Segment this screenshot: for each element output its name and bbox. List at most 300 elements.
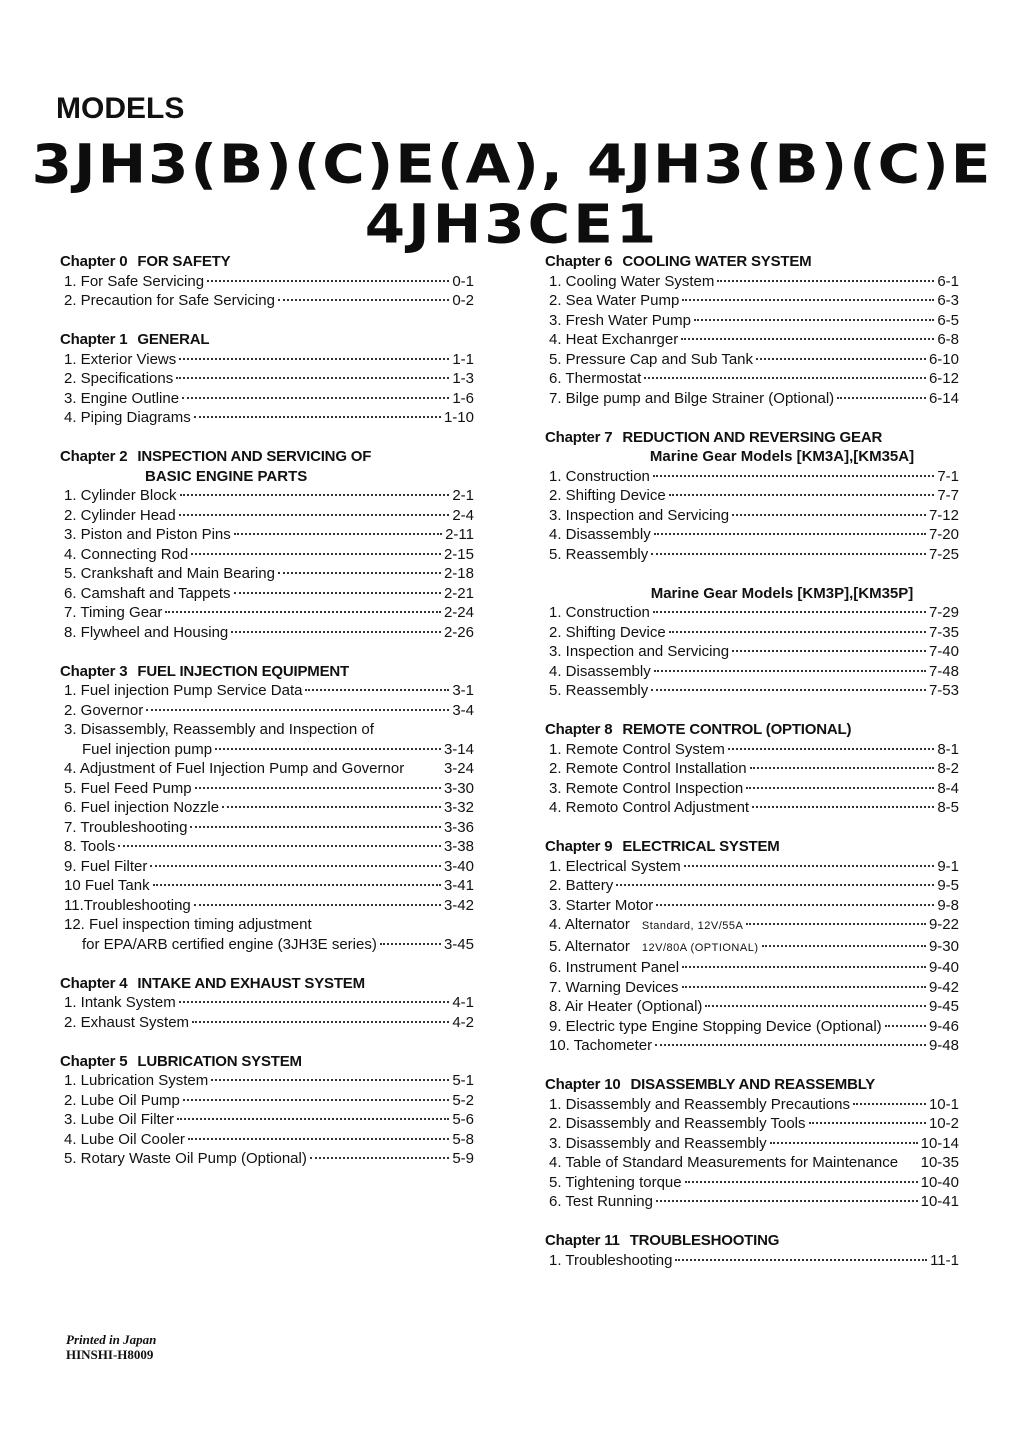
toc-page-number: 6-8: [937, 331, 959, 348]
toc-entry-label: 2. Precaution for Safe Servicing: [64, 292, 275, 309]
toc-entry-label: 6. Instrument Panel: [549, 959, 680, 976]
footer: [66, 1332, 156, 1362]
toc-entry-label: 4. Disassembly: [549, 662, 651, 680]
toc-entry-label: 3. Lube Oil Filter: [64, 1111, 175, 1128]
chapter-title: DISASSEMBLY AND REASSEMBLY: [630, 1076, 876, 1093]
toc-entry[interactable]: [545, 350, 959, 370]
toc-page-number: 6-5: [937, 311, 959, 329]
toc-entry-label: 4. Heat Exchanrger: [549, 331, 679, 348]
toc-entry-label: 4. Adjustment of Fuel Injection Pump and Governor: [64, 760, 405, 777]
dot-leader: [837, 397, 926, 399]
toc-entry[interactable]: [545, 1036, 959, 1056]
dot-leader: [182, 397, 449, 399]
dot-leader: [809, 1122, 926, 1124]
toc-entry[interactable]: [60, 291, 474, 311]
toc-page-number: 7-29: [928, 604, 959, 621]
toc-page-number: 6-10: [928, 350, 959, 368]
toc-entry[interactable]: [545, 1173, 959, 1193]
toc-entry[interactable]: [60, 584, 474, 604]
dot-leader: [180, 494, 450, 496]
toc-entry[interactable]: [545, 997, 959, 1017]
toc-entry[interactable]: [545, 857, 959, 877]
toc-entry[interactable]: [545, 779, 959, 799]
toc-entry-label: 6. Camshaft and Tappets: [64, 584, 231, 602]
toc-entry-label: 5. Crankshaft and Main Bearing: [64, 565, 275, 582]
toc-entry[interactable]: [545, 876, 959, 896]
toc-entry[interactable]: [545, 291, 959, 311]
toc-entry[interactable]: [545, 1114, 959, 1134]
toc-entry-label: 9. Electric type Engine Stopping Device (Optional): [549, 1017, 882, 1035]
toc-entry[interactable]: [545, 915, 959, 937]
toc-page-number: 9-48: [928, 1037, 959, 1054]
toc-page-number: 6-14: [928, 389, 959, 407]
toc-entry[interactable]: [545, 896, 959, 916]
chapter-heading[interactable]: [60, 974, 474, 994]
chapter-number: Chapter 4: [60, 974, 128, 992]
toc-entry-note: Standard, 12V/55A: [641, 920, 744, 932]
subsection-heading: Marine Gear Models [KM3P],[KM35P]: [650, 584, 914, 602]
toc-entry-label: 11.Troubleshooting: [64, 896, 191, 914]
dot-leader: [191, 553, 441, 555]
toc-entry[interactable]: [60, 545, 474, 565]
dot-leader: [685, 1181, 918, 1183]
dot-leader: [732, 650, 926, 652]
chapter-heading[interactable]: [60, 447, 474, 467]
toc-page-number: 7-7: [937, 487, 959, 504]
toc-entry-label: 1. Electrical System: [549, 857, 681, 875]
chapter-section: [545, 1231, 959, 1270]
toc-entry-label: 5. Reassembly: [549, 682, 649, 699]
toc-entry-label: 2. Cylinder Head: [64, 506, 176, 524]
dot-leader: [194, 416, 441, 418]
dot-leader: [177, 1118, 449, 1120]
toc-entry[interactable]: [545, 311, 959, 331]
chapter-heading[interactable]: [545, 1231, 959, 1251]
dot-leader: [380, 943, 441, 945]
toc-entry-label: 7. Troubleshooting: [64, 818, 188, 836]
toc-page-number: 10-2: [928, 1115, 959, 1132]
chapter-heading[interactable]: [545, 252, 959, 272]
toc-page-number: 8-4: [937, 779, 959, 797]
toc-entry-label: 8. Tools: [64, 838, 116, 855]
dot-leader: [146, 709, 449, 711]
toc-page-number: 2-21: [443, 584, 474, 602]
dot-leader: [179, 514, 450, 516]
dot-leader: [278, 299, 449, 301]
dot-leader: [682, 299, 934, 301]
toc-entry-label: 1. Construction: [549, 467, 650, 485]
toc-entry-label: 3. Disassembly and Reassembly: [549, 1134, 767, 1152]
toc-page-number: 11-1: [930, 1251, 959, 1269]
toc-entry-label: 1. Lubrication System: [64, 1072, 209, 1089]
toc-entry[interactable]: [545, 978, 959, 998]
dot-leader: [717, 280, 934, 282]
toc-entry-label: 2. Governor: [64, 701, 144, 719]
toc-page-number: 1-6: [452, 389, 474, 407]
toc-entry-note: 12V/80A (OPTIONAL): [641, 941, 759, 954]
toc-entry[interactable]: [60, 272, 474, 292]
toc-entry-label: 7. Warning Devices: [549, 978, 679, 996]
toc-page-number: 3-42: [443, 896, 474, 914]
toc-entry-label: 3. Piston and Piston Pins: [64, 526, 231, 543]
toc-entry[interactable]: [545, 798, 959, 818]
toc-entry-label: 4. Piping Diagrams: [64, 409, 191, 426]
toc-page-number: 7-20: [928, 526, 959, 543]
toc-page-number: 0-1: [452, 272, 474, 290]
toc-entry-label: 4. Connecting Rod: [64, 545, 189, 563]
toc-page-number: 3-38: [443, 838, 474, 855]
chapter-section: [60, 662, 474, 955]
toc-entry[interactable]: [60, 993, 474, 1013]
dot-leader: [746, 787, 934, 789]
models-label: MODELS: [56, 92, 185, 125]
chapter-heading[interactable]: [60, 252, 474, 272]
toc-entry[interactable]: [60, 896, 474, 916]
chapter-number: Chapter 6: [545, 253, 613, 270]
toc-page-number: 8-1: [937, 740, 959, 758]
toc-page-number: 7-40: [928, 643, 959, 660]
toc-entry[interactable]: [60, 935, 474, 955]
dot-leader: [211, 1079, 449, 1081]
dot-leader: [150, 865, 441, 867]
dot-leader: [153, 884, 441, 886]
toc-entry-label: 4. Disassembly: [549, 526, 651, 543]
toc-entry[interactable]: [60, 1071, 474, 1091]
toc-page-number: 4-2: [452, 1013, 474, 1031]
toc-entry-label: 8. Flywheel and Housing: [64, 623, 229, 641]
chapter-title: FUEL INJECTION EQUIPMENT: [137, 662, 349, 680]
toc-entry-label: 2. Sea Water Pump: [549, 292, 680, 309]
dot-leader: [728, 748, 934, 750]
toc-entry[interactable]: [60, 1149, 474, 1169]
toc-entry[interactable]: [60, 681, 474, 701]
subsection-heading: Marine Gear Models [KM3A],[KM35A]: [649, 448, 915, 465]
chapter-title: REDUCTION AND REVERSING GEAR: [622, 428, 883, 446]
toc-page-number: 8-5: [937, 799, 959, 816]
toc-entry-label: 2. Battery: [549, 877, 614, 894]
toc-entry-label: 2. Specifications: [64, 370, 174, 387]
toc-page-number: 9-45: [928, 998, 959, 1015]
toc-page-number: 7-25: [928, 545, 959, 563]
dot-leader: [762, 945, 926, 947]
toc-entry[interactable]: [545, 369, 959, 389]
toc-entry[interactable]: [545, 506, 959, 526]
toc-entry-label: 3. Inspection and Servicing: [549, 643, 730, 660]
chapter-section: [545, 252, 959, 408]
chapter-number: Chapter 1: [60, 331, 128, 348]
toc-page-number: 9-40: [928, 959, 959, 976]
toc-entry-label: 1. Intank System: [64, 994, 176, 1011]
chapter-title: LUBRICATION SYSTEM: [137, 1052, 302, 1070]
toc-entry[interactable]: [60, 857, 474, 877]
dot-leader: [669, 631, 926, 633]
toc-left-column: [60, 252, 474, 1188]
toc-page-number: 6-3: [937, 292, 959, 309]
toc-entry[interactable]: [545, 1095, 959, 1115]
toc-entry[interactable]: [545, 740, 959, 760]
toc-entry-label: 2. Remote Control Installation: [549, 760, 747, 777]
toc-entry-label: 1. Cylinder Block: [64, 487, 177, 504]
toc-page-number: 9-42: [928, 978, 959, 996]
toc-entry[interactable]: [60, 350, 474, 370]
dot-leader: [770, 1142, 918, 1144]
toc-entry[interactable]: [60, 603, 474, 623]
toc-entry[interactable]: [60, 837, 474, 857]
dot-leader: [179, 358, 449, 360]
document-title-line-1: 3JH3(B)(C)E(A), 4JH3(B)(C)E: [31, 132, 993, 196]
dot-leader: [684, 865, 935, 867]
toc-entry-label: 5. Fuel Feed Pump: [64, 779, 192, 797]
toc-page-number: 2-11: [445, 526, 474, 543]
toc-entry[interactable]: [545, 642, 959, 662]
toc-entry-label: 4. Lube Oil Cooler: [64, 1130, 185, 1148]
toc-entry[interactable]: [60, 506, 474, 526]
toc-entry-label: 2. Lube Oil Pump: [64, 1091, 180, 1109]
toc-page-number: 3-40: [443, 857, 474, 875]
toc-entry-label: 1. Remote Control System: [549, 740, 725, 758]
toc-entry[interactable]: [545, 545, 959, 565]
toc-page-number: 9-46: [928, 1017, 959, 1035]
dot-leader: [165, 611, 441, 613]
dot-leader: [215, 748, 441, 750]
dot-leader: [192, 1021, 449, 1023]
dot-leader: [682, 986, 926, 988]
toc-page-number: 6-1: [937, 272, 959, 290]
toc-entry-label: 1. Fuel injection Pump Service Data: [64, 682, 303, 699]
dot-leader: [188, 1138, 449, 1140]
toc-entry[interactable]: [545, 623, 959, 643]
toc-entry[interactable]: [545, 759, 959, 779]
toc-entry[interactable]: [60, 389, 474, 409]
dot-leader: [183, 1099, 449, 1101]
toc-entry-label: 3. Starter Motor: [549, 896, 654, 914]
toc-entry[interactable]: [545, 662, 959, 682]
chapter-title: INTAKE AND EXHAUST SYSTEM: [137, 974, 365, 992]
toc-entry-label: 2. Disassembly and Reassembly Tools: [549, 1115, 806, 1132]
chapter-heading[interactable]: [60, 330, 474, 350]
toc-entry-label: 5. Reassembly: [549, 545, 649, 563]
toc-entry[interactable]: [545, 1134, 959, 1154]
dot-leader: [656, 904, 934, 906]
chapter-section: [60, 974, 474, 1033]
toc-entry[interactable]: [60, 701, 474, 721]
toc-entry[interactable]: [545, 958, 959, 978]
dot-leader: [655, 1044, 926, 1046]
toc-entry[interactable]: [60, 1130, 474, 1150]
toc-entry-line: [60, 915, 474, 935]
toc-entry[interactable]: [545, 1153, 959, 1173]
toc-entry[interactable]: [60, 1013, 474, 1033]
chapter-title: COOLING WATER SYSTEM: [622, 253, 812, 270]
toc-page-number: 5-8: [452, 1130, 474, 1148]
toc-entry[interactable]: [60, 408, 474, 428]
chapter-title: GENERAL: [137, 331, 210, 348]
toc-page-number: 10-1: [928, 1095, 959, 1113]
toc-entry[interactable]: [545, 330, 959, 350]
toc-entry-label: 1. Cooling Water System: [549, 272, 715, 290]
toc-entry[interactable]: [60, 798, 474, 818]
dot-leader: [207, 280, 449, 282]
toc-entry[interactable]: [60, 759, 474, 779]
chapter-number: Chapter 8: [545, 721, 613, 738]
toc-entry[interactable]: [60, 1091, 474, 1111]
dot-leader: [705, 1005, 926, 1007]
chapter-heading[interactable]: [545, 1075, 959, 1095]
dot-leader: [118, 845, 441, 847]
dot-leader: [195, 787, 441, 789]
toc-entry[interactable]: [60, 623, 474, 643]
chapter-section: [60, 1052, 474, 1169]
toc-entry[interactable]: [60, 525, 474, 545]
document-title-line-2: 4JH3CE1: [364, 192, 660, 256]
toc-entry[interactable]: [60, 564, 474, 584]
dot-leader: [179, 1001, 450, 1003]
toc-entry[interactable]: [60, 740, 474, 760]
toc-entry[interactable]: [545, 603, 959, 623]
toc-entry[interactable]: [60, 818, 474, 838]
toc-page-number: 5-1: [452, 1072, 474, 1089]
toc-entry-label: 6. Thermostat: [549, 370, 642, 387]
chapter-heading[interactable]: [545, 428, 959, 448]
toc-page-number: 1-10: [443, 409, 474, 426]
toc-entry-line: [60, 720, 474, 740]
toc-page-number: 3-45: [443, 935, 474, 953]
toc-page-number: 3-30: [443, 779, 474, 797]
chapter-title: INSPECTION AND SERVICING OF: [137, 448, 372, 465]
toc-entry-label: 4. Alternator: [549, 916, 630, 933]
toc-page-number: 3-41: [443, 877, 474, 894]
dot-leader: [656, 1200, 918, 1202]
chapter-title: FOR SAFETY: [137, 253, 231, 270]
chapter-number: Chapter 10: [545, 1076, 621, 1093]
toc-entry[interactable]: [545, 467, 959, 487]
toc-entry[interactable]: [545, 937, 959, 959]
toc-page-number: 10-35: [920, 1154, 959, 1171]
chapter-section: [545, 837, 959, 1056]
chapter-title-cont: BASIC ENGINE PARTS: [145, 467, 308, 485]
toc-entry-label: 10 Fuel Tank: [64, 877, 150, 894]
toc-page-number: 2-24: [443, 604, 474, 621]
chapter-number: Chapter 3: [60, 662, 128, 680]
toc-entry[interactable]: [545, 525, 959, 545]
toc-page-number: 2-26: [443, 623, 474, 641]
chapter-heading[interactable]: [545, 837, 959, 857]
printed-in-japan: Printed in Japan: [66, 1332, 157, 1347]
toc-entry-label: 6. Test Running: [549, 1193, 653, 1210]
toc-page-number: 2-18: [443, 565, 474, 582]
dot-leader: [885, 1025, 926, 1027]
chapter-heading[interactable]: [60, 1052, 474, 1072]
toc-page-number: 3-24: [443, 760, 474, 777]
toc-entry[interactable]: [545, 681, 959, 701]
toc-page-number: 2-4: [452, 506, 474, 524]
toc-entry-label: 7. Bilge pump and Bilge Strainer (Optional): [549, 389, 835, 407]
toc-entry[interactable]: [545, 272, 959, 292]
toc-entry[interactable]: [60, 1110, 474, 1130]
chapter-heading[interactable]: [545, 720, 959, 740]
chapter-section: [545, 1075, 959, 1212]
toc-entry-label: 3. Disassembly, Reassembly and Inspection of: [64, 721, 374, 738]
chapter-section: [60, 447, 474, 642]
dot-leader: [651, 689, 926, 691]
dot-leader: [694, 319, 934, 321]
toc-entry-label: 2. Shifting Device: [549, 623, 666, 641]
toc-entry[interactable]: [60, 486, 474, 506]
toc-page-number: 7-53: [928, 682, 959, 699]
chapter-section: [545, 428, 959, 701]
chapter-title: ELECTRICAL SYSTEM: [622, 838, 780, 855]
toc-entry-label: 5. Pressure Cap and Sub Tank: [549, 350, 754, 368]
chapter-heading[interactable]: [60, 662, 474, 682]
chapter-title: REMOTE CONTROL (OPTIONAL): [622, 721, 852, 738]
toc-page-number: 9-1: [937, 857, 959, 875]
toc-page-number: 2-1: [452, 487, 474, 504]
chapter-title: TROUBLESHOOTING: [629, 1232, 780, 1249]
toc-page-number: 9-30: [928, 937, 959, 955]
chapter-number: Chapter 11: [545, 1232, 620, 1249]
dot-leader: [669, 494, 935, 496]
toc-entry-label: 5. Rotary Waste Oil Pump (Optional): [64, 1150, 307, 1167]
toc-entry[interactable]: [545, 1251, 959, 1271]
toc-entry-label: 1. For Safe Servicing: [64, 272, 205, 290]
toc-page-number: 9-22: [928, 916, 959, 933]
toc-entry-label: 1. Exterior Views: [64, 350, 177, 368]
toc-entry-label: 12. Fuel inspection timing adjustment: [64, 916, 312, 933]
toc-entry-label: 1. Disassembly and Reassembly Precautions: [549, 1095, 850, 1113]
toc-entry-label: 5. Tightening torque: [549, 1173, 682, 1191]
toc-page-number: 3-1: [452, 682, 474, 699]
toc-page-number: 1-1: [452, 350, 474, 368]
toc-page-number: 7-35: [928, 623, 959, 641]
dot-leader: [616, 884, 934, 886]
toc-page-number: 3-36: [443, 818, 474, 836]
toc-page-number: 2-15: [443, 545, 474, 563]
dot-leader: [310, 1157, 449, 1159]
toc-entry-label: 2. Shifting Device: [549, 487, 666, 504]
dot-leader: [231, 631, 441, 633]
toc-entry[interactable]: [545, 486, 959, 506]
spacer: [545, 564, 959, 584]
chapter-number: Chapter 5: [60, 1052, 128, 1070]
toc-entry[interactable]: [545, 1192, 959, 1212]
dot-leader: [190, 826, 441, 828]
toc-entry-label: 4. Table of Standard Measurements for Maintenance: [549, 1154, 899, 1171]
dot-leader: [750, 767, 935, 769]
toc-entry[interactable]: [545, 389, 959, 409]
dot-leader: [752, 806, 934, 808]
toc-entry[interactable]: [60, 369, 474, 389]
toc-entry-label: 3. Inspection and Servicing: [549, 506, 730, 524]
chapter-section: [60, 252, 474, 311]
document-code: HINSHI-H8009: [66, 1347, 154, 1362]
chapter-section: [545, 720, 959, 818]
toc-entry-label: 7. Timing Gear: [64, 604, 163, 621]
dot-leader: [853, 1103, 926, 1105]
toc-entry-label: 6. Fuel injection Nozzle: [64, 799, 220, 816]
toc-entry-label: 1. Troubleshooting: [549, 1251, 673, 1269]
dot-leader: [644, 377, 926, 379]
dot-leader: [234, 592, 441, 594]
toc-entry[interactable]: [545, 1017, 959, 1037]
toc-page-number: 3-4: [452, 701, 474, 719]
toc-entry[interactable]: [60, 779, 474, 799]
toc-entry-label: 5. Alternator: [549, 937, 630, 955]
toc-page-number: 1-3: [452, 370, 474, 387]
toc-page-number: 5-6: [452, 1111, 474, 1128]
toc-entry[interactable]: [60, 876, 474, 896]
dot-leader: [682, 966, 926, 968]
toc-page-number: 9-8: [937, 896, 959, 914]
